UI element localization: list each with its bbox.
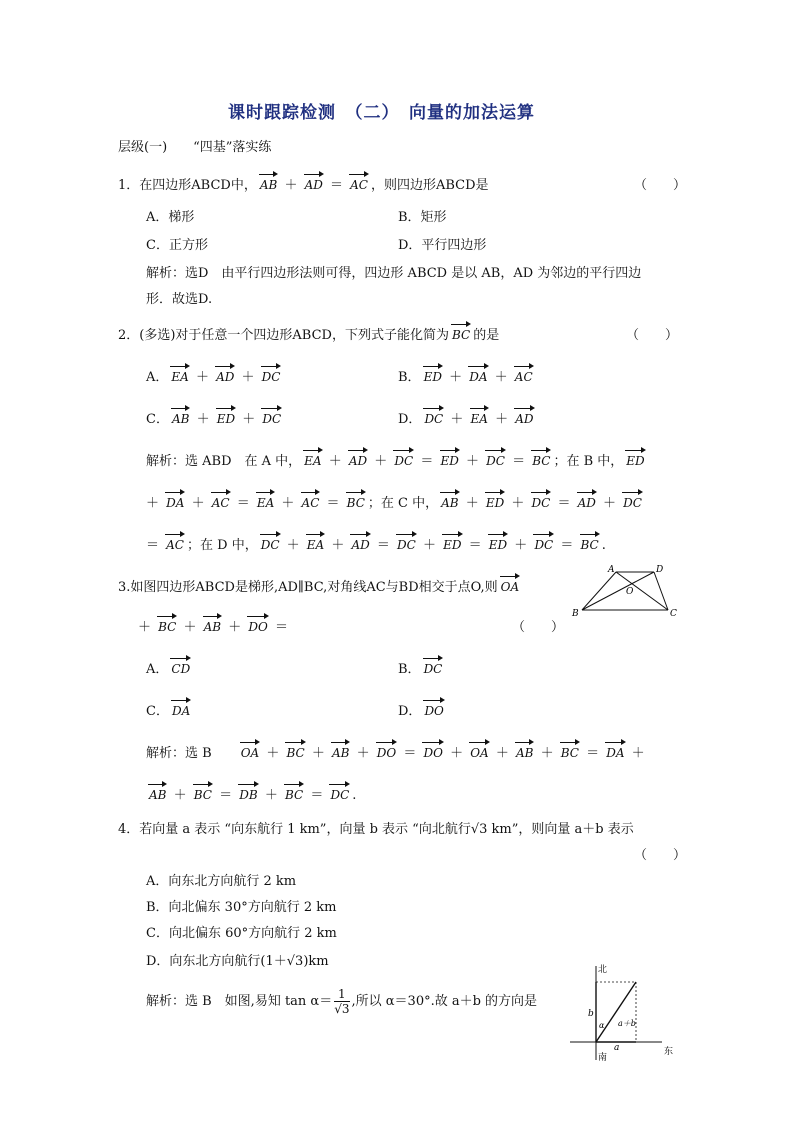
- q1-option-a: A．梯形: [146, 210, 195, 225]
- q4-paren: （ ）: [634, 848, 687, 863]
- q1-stem: 1．在四边形ABCD中， AB ＋ AD ＝ AC ，则四边形ABCD是: [118, 178, 489, 193]
- q3-solution-line2: AB ＋ BC ＝ DB ＋ BC ＝ DC .: [149, 788, 357, 803]
- trapezoid-diagonal-bd: [582, 572, 654, 610]
- q2-option-a: A． EA ＋ AD ＋ DC: [146, 370, 281, 385]
- north-label: 北: [598, 965, 608, 975]
- q3-option-c: C． DA: [146, 704, 191, 719]
- section-level: 层级(一) “四基”落实练: [118, 140, 272, 155]
- vector-b-label: b: [588, 1009, 594, 1019]
- page-title: 课时跟踪检测 （二） 向量的加法运算: [228, 103, 535, 123]
- q2-option-d: D． DC ＋ EA ＋ AD: [398, 412, 534, 427]
- q4-solution: 解析：选 B 如图,易知 tan α＝ $\frac{1}{√3}$ ,所以 α＝30°.故 a＋b 的方向是: [146, 987, 538, 1016]
- label-b: B: [572, 609, 579, 619]
- q3-stem-line2: ＋ BC ＋ AB ＋ DO ＝: [138, 620, 289, 635]
- q1-paren: （ ）: [634, 178, 687, 193]
- q2-paren: （ ）: [626, 328, 679, 343]
- trapezoid-diagonal-ac: [616, 572, 668, 610]
- q1-solution-line2: 形．故选D.: [146, 292, 213, 307]
- east-label: 东: [664, 1047, 674, 1057]
- q4-stem: 4．若向量 a 表示 “向东航行 1 km”，向量 b 表示 “向北航行√3 km”，则向量 a＋b 表示: [118, 822, 634, 837]
- q3-option-a: A． CD: [146, 662, 191, 677]
- fraction-denominator: √3: [334, 1002, 350, 1016]
- label-c: C: [670, 609, 677, 619]
- q2-solution-line2: ＋ DA ＋ AC ＝ EA ＋ AC ＝ BC ；在 C 中， AB ＋ ED ＋ DC ＝ AD ＋ DC: [146, 496, 642, 511]
- vector-ab-label: a＋b: [618, 1019, 636, 1028]
- vector-a-plus-b: [596, 982, 636, 1042]
- q2-solution-line1: 解析：选 ABD 在 A 中， EA ＋ AD ＋ DC ＝ ED ＋ DC ＝ BC ；在 B 中， ED: [146, 454, 645, 469]
- q4-option-a: A．向东北方向航行 2 km: [146, 874, 297, 889]
- q4-option-d: D．向东北方向航行(1＋√3)km: [146, 954, 329, 969]
- alpha-label: α: [599, 1021, 605, 1030]
- fraction-numerator: 1: [334, 987, 349, 1002]
- q1-solution-line1: 解析：选D 由平行四边形法则可得，四边形 ABCD 是以 AB，AD 为邻边的平行四边: [146, 266, 642, 281]
- q2-solution-line3: ＝ AC ；在 D 中， DC ＋ EA ＋ AD ＝ DC ＋ ED ＝ ED ＋ DC ＝ BC .: [146, 538, 606, 553]
- q3-solution-line1: 解析：选 B OA ＋ BC ＋ AB ＋ DO ＝ DO ＋ OA ＋ AB ＋ BC ＝ DA ＋: [146, 746, 645, 761]
- q1-option-d: D．平行四边形: [398, 238, 487, 253]
- vector-a-label: a: [614, 1043, 620, 1053]
- q2-option-b: B． ED ＋ DA ＋ AC: [398, 370, 533, 385]
- label-o: O: [626, 587, 634, 597]
- q1-option-b: B．矩形: [398, 210, 447, 225]
- south-label: 南: [598, 1053, 608, 1063]
- trapezoid-edge-ab: [582, 572, 616, 610]
- trapezoid-figure: [568, 562, 684, 620]
- navigation-vector-figure: [566, 960, 684, 1064]
- q4-option-c: C．向北偏东 60°方向航行 2 km: [146, 926, 337, 941]
- label-d: D: [656, 565, 664, 575]
- q2-stem: 2．(多选)对于任意一个四边形ABCD，下列式子能化简为 BC 的是: [118, 328, 500, 343]
- label-a: A: [608, 565, 615, 575]
- q4-option-b: B．向北偏东 30°方向航行 2 km: [146, 900, 337, 915]
- q3-option-b: B． DC: [398, 662, 443, 677]
- q3-stem: 3.如图四边形ABCD是梯形,AD∥BC,对角线AC与BD相交于点O,则 OA: [118, 580, 520, 595]
- q1-option-c: C．正方形: [146, 238, 208, 253]
- q3-option-d: D． DO: [398, 704, 444, 719]
- q3-paren: （ ）: [512, 620, 565, 635]
- q2-option-c: C． AB ＋ ED ＋ DC: [146, 412, 282, 427]
